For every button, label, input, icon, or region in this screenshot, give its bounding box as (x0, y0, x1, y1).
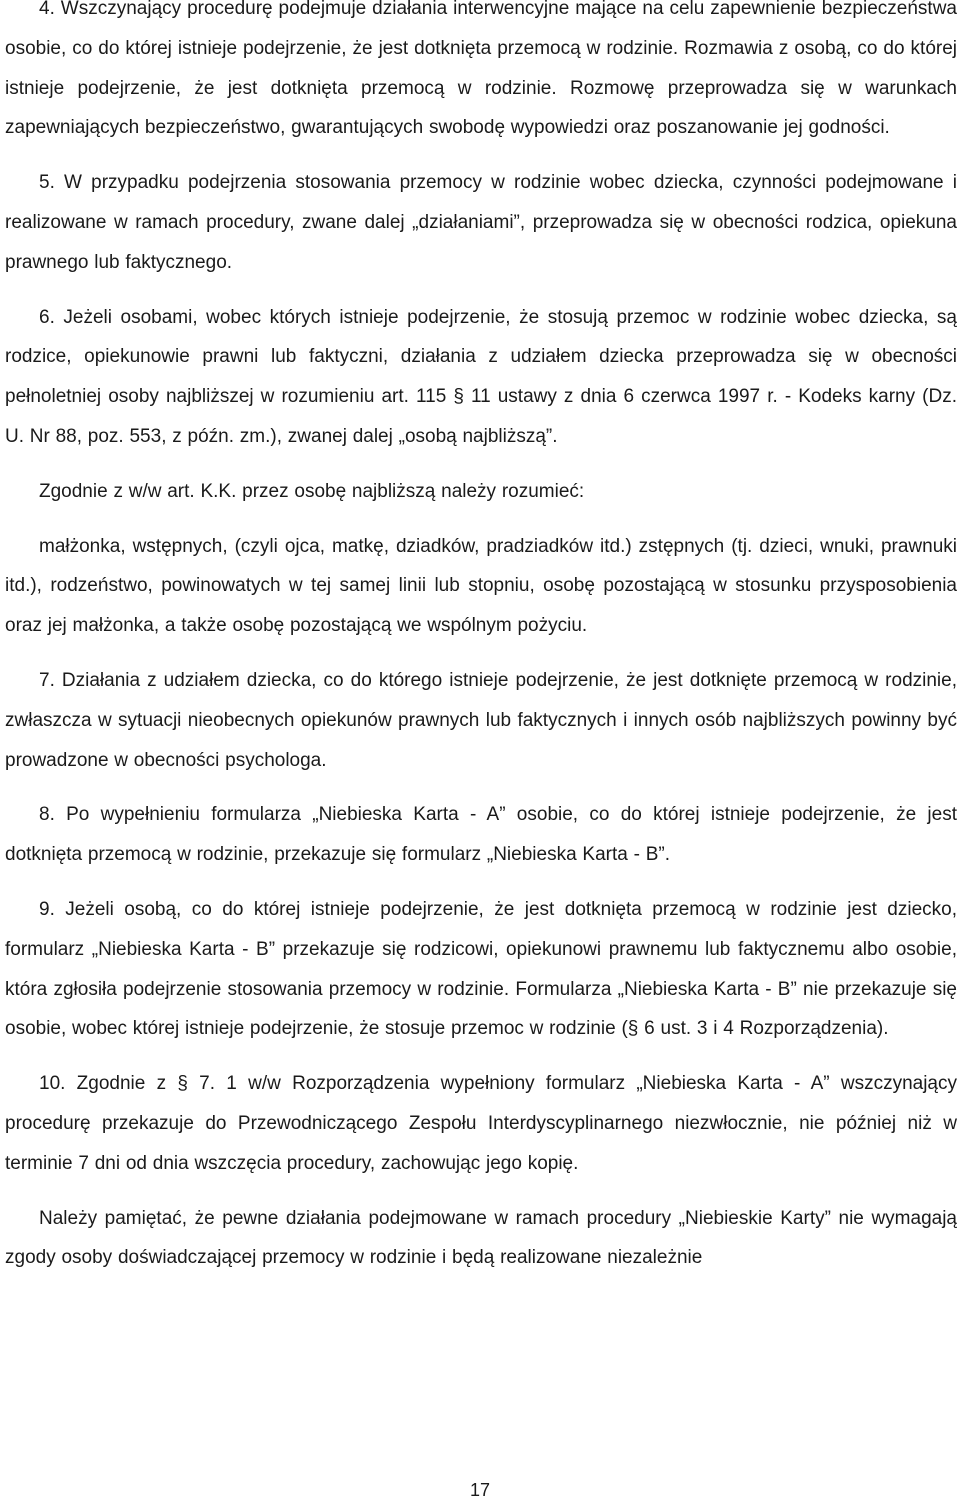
paragraph-6: 6. Jeżeli osobami, wobec których istnieje podejrzenie, że stosują przemoc w rodzinie wobec dziecka, są rodzice, opiekunowie prawni lub faktyczni, działania z udziałem dziecka przeprowadza się w obecności pełnoletniej osoby najbliższej w rozumieniu art. 115 § 11 ustawy z dnia 6 czerwca 1997 r. - Kodeks karny (Dz. U. Nr 88, poz. 553, z późn. zm.), zwanej dalej „osobą najbliższą”. (5, 306, 957, 447)
paragraph-4: 4. Wszczynający procedurę podejmuje działania interwencyjne mające na celu zapewnienie bezpieczeństwa osobie, co do której istnieje podejrzenie, że jest dotknięta przemocą w rodzinie. Rozmawia z osobą, co do której istnieje podejrzenie, że jest dotknięta przemocą w rodzinie. Rozmowę przeprowadza się w warunkach zapewniających bezpieczeństwo, gwarantujących swobodę wypowiedzi oraz poszanowanie jej godności. (5, 0, 957, 139)
document-body (5, 0, 957, 1278)
paragraph-5: 5. W przypadku podejrzenia stosowania przemocy w rodzinie wobec dziecka, czynności podejmowane i realizowane w ramach procedury, zwane dalej „działaniami”, przeprowadza się w obecności rodzica, opiekuna prawnego lub faktycznego. (5, 172, 957, 273)
paragraph-9: 9. Jeżeli osobą, co do której istnieje podejrzenie, że jest dotknięta przemocą w rodzinie jest dziecko, formularz „Niebieska Karta - B” przekazuje się rodzicowi, opiekunowi prawnemu lub faktycznemu albo osobie, która zgłosiła podejrzenie stosowania przemocy w rodzinie. Formularza „Niebieska Karta - B” nie przekazuje się osobie, wobec której istnieje podejrzenie, że stosuje przemoc w rodzinie (§ 6 ust. 3 i 4 Rozporządzenia). (5, 898, 957, 1040)
paragraph-note: Należy pamiętać, że pewne działania podejmowane w ramach procedury „Niebieskie Karty” nie wymagają zgody osoby doświadczającej przemocy w rodzinie i będą realizowane niezależnie (5, 1207, 957, 1269)
paragraph-10: 10. Zgodnie z § 7. 1 w/w Rozporządzenia wypełniony formularz „Niebieska Karta - A” wszczynający procedurę przekazuje do Przewodniczącego Zespołu Interdyscyplinarnego niezwłocznie, nie później niż w terminie 7 dni od dnia wszczęcia procedury, zachowując jego kopię. (5, 1073, 957, 1174)
paragraph-kk-definition-intro: Zgodnie z w/w art. K.K. przez osobę najbliższą należy rozumieć: (39, 480, 585, 502)
page-number: 17 (469, 1480, 491, 1500)
paragraph-kk-definition: małżonka, wstępnych, (czyli ojca, matkę, dziadków, pradziadków itd.) zstępnych (tj. dzieci, wnuki, prawnuki itd.), rodzeństwo, powinowatych w tej samej linii lub stopniu, osobę pozostającą w stosunku przysposobienia oraz jej małżonka, a także osobę pozostającą we wspólnym pożyciu. (5, 535, 957, 637)
paragraph-7: 7. Działania z udziałem dziecka, co do którego istnieje podejrzenie, że jest dotknięte przemocą w rodzinie, zwłaszcza w sytuacji nieobecnych opiekunów prawnych lub faktycznych i innych osób najbliższych powinny być prowadzone w obecności psychologa. (5, 669, 957, 771)
paragraph-8: 8. Po wypełnieniu formularza „Niebieska Karta - A” osobie, co do której istnieje podejrzenie, że jest dotknięta przemocą w rodzinie, przekazuje się formularz „Niebieska Karta - B”. (5, 804, 957, 866)
